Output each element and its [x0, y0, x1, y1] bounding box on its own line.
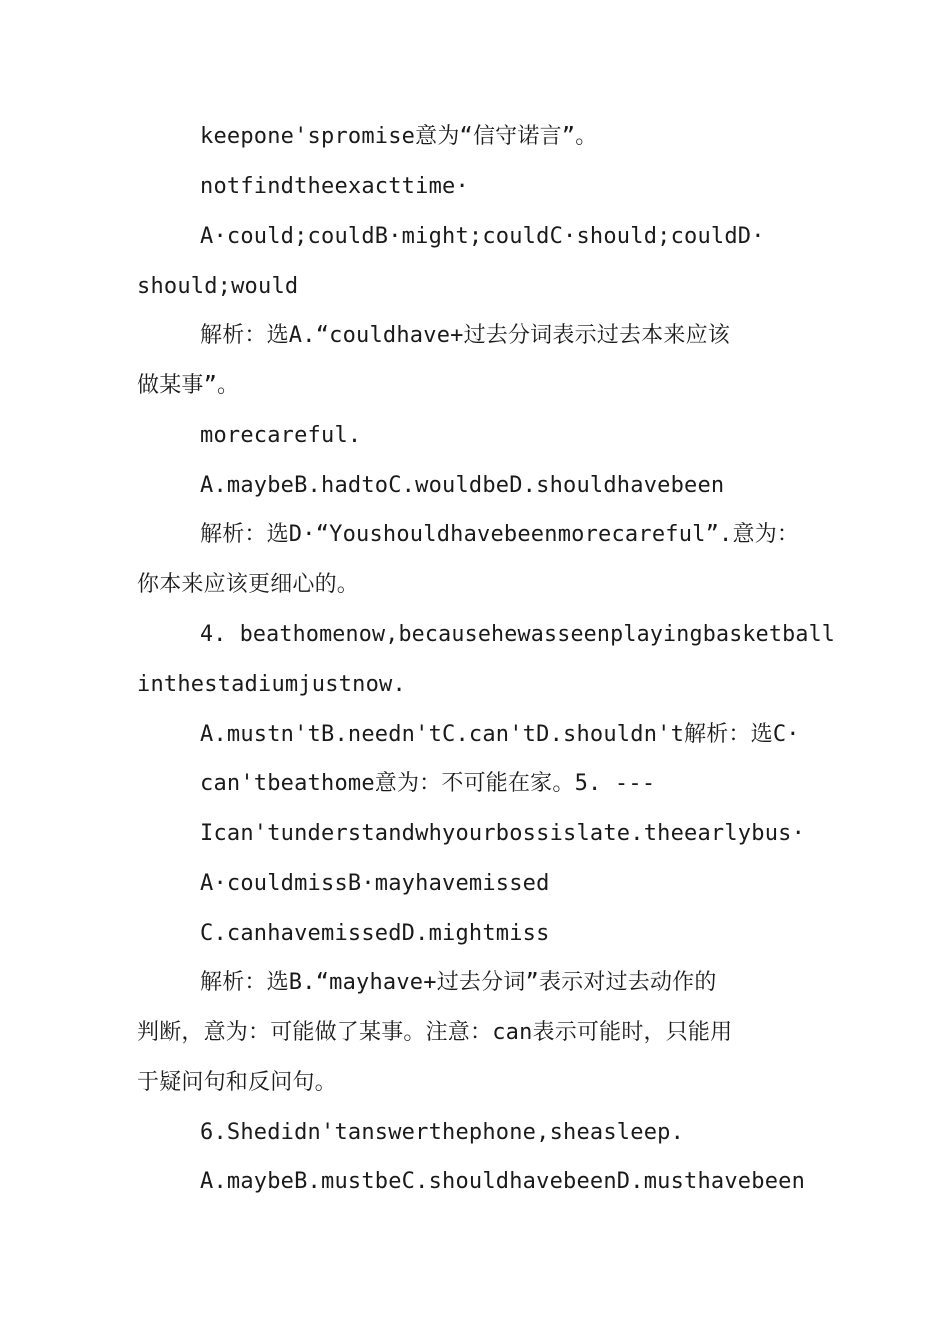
text-line-20: 于疑问句和反问句。 — [137, 1070, 337, 1095]
text-line-3: A·could;couldB·might;couldC·should;couldD· — [200, 224, 765, 249]
text-line-7: morecareful. — [200, 423, 362, 448]
text-line-1: keepone'spromise意为“信守诺言”。 — [200, 124, 598, 149]
text-line-8: A.maybeB.hadtoC.wouldbeD.shouldhavebeen — [200, 473, 725, 498]
text-line-10: 你本来应该更细心的。 — [137, 572, 360, 597]
text-line-4: should;would — [137, 274, 299, 299]
text-line-13: A.mustn'tB.needn'tC.can'tD.shouldn't解析：选C· — [200, 722, 800, 747]
text-line-19: 判断，意为：可能做了某事。注意：can表示可能时，只能用 — [137, 1020, 733, 1045]
text-line-11: 4. beathomenow,becausehewasseenplayingbasketball — [200, 622, 836, 647]
text-line-6: 做某事”。 — [137, 373, 240, 398]
text-line-16: A·couldmissB·mayhavemissed — [200, 871, 550, 896]
text-line-22: A.maybeB.mustbeC.shouldhavebeenD.musthavebeen — [200, 1169, 806, 1194]
text-line-2: notfindtheexacttime· — [200, 174, 469, 199]
text-line-17: C.canhavemissedD.mightmiss — [200, 921, 550, 946]
text-line-12: inthestadiumjustnow. — [137, 672, 406, 697]
text-line-5: 解析：选A.“couldhave+过去分词表示过去本来应该 — [200, 323, 730, 348]
text-line-9: 解析：选D·“Youshouldhavebeenmorecareful”.意为： — [200, 522, 800, 547]
text-line-21: 6.Shedidn'tanswerthephone,sheasleep. — [200, 1120, 685, 1145]
text-line-15: Ican'tunderstandwhyourbossislate.theearlybus· — [200, 821, 806, 846]
text-line-14: can'tbeathome意为：不可能在家。5. --- — [200, 771, 656, 796]
text-line-18: 解析：选B.“mayhave+过去分词”表示对过去动作的 — [200, 970, 717, 995]
